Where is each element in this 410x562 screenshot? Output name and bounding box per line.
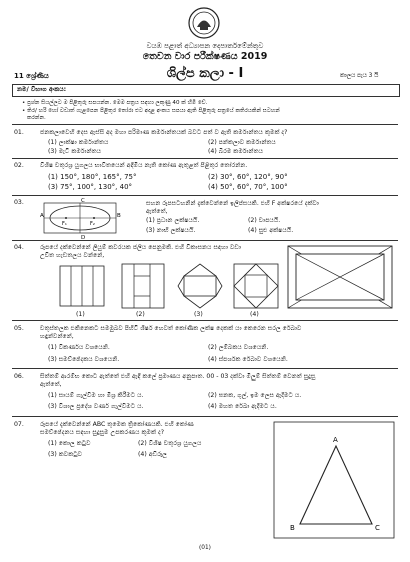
fig7-label-a: A: [333, 436, 338, 444]
q2-option-3[interactable]: (3) 75°, 100°, 130°, 40°: [48, 183, 133, 191]
q5-option-4[interactable]: (4) ස්පර්ශක රේඛාව වශයෙනි.: [208, 356, 288, 363]
q1-option-3[interactable]: (3) මැටි කර්මාන්තය: [48, 148, 102, 155]
question-3-text-1: සහන රූපසටහනින් දැක්වෙන්නේ ඉලිප්සයකි. එහි F අක්ෂරයේ දක්වා: [146, 200, 319, 207]
q7-option-4[interactable]: (4) අඩිරූල: [138, 451, 168, 458]
instruction-2: • තිර/ හරි හෝ වඩාත් ගැළපෙන පිළිතුර තෝරා එට අදාළ අංකය සපයා ඇති පිළිතුරු පත්‍රයේ කතිරයකින් සටහන්: [22, 108, 280, 114]
q3-option-2[interactable]: (2) චාපයයි.: [248, 217, 281, 224]
q6-option-2[interactable]: (2) ඝනක, ගුල්, ඉම ලෙස ඇදීමට ය.: [208, 392, 302, 399]
ellipse-figure: [40, 198, 122, 240]
question-5-text-2: හඳුන්වන්නේ,: [40, 333, 74, 340]
exam-title-row: [0, 51, 410, 62]
q4-option-4-shape[interactable]: [232, 262, 280, 310]
q7-option-3[interactable]: (3) කවකටුව: [48, 451, 83, 458]
q5-option-3[interactable]: (3) සමච්ඡේදකය වශයෙනි.: [48, 356, 120, 363]
fig3-label-c: C: [81, 198, 85, 204]
fig7-label-c: C: [375, 524, 380, 532]
question-7-text-1: රූපයේ දැක්වෙන්නේ ABC තුමෙක ත්‍රිකෝණයකි. එහි කෝණ: [40, 421, 194, 428]
q2-option-2[interactable]: (2) 30°, 60°, 120°, 90°: [208, 173, 288, 181]
fig3-label-b: B: [117, 213, 121, 219]
page-number: (01): [199, 545, 211, 551]
question-4-text-1: රූපයේ දක්වෙන්නේ ලියුම් කවරයක ජලිය පෙනුමකි. එහි විකාසනය සඳහා වඩා: [40, 244, 242, 251]
q6-divider: [12, 416, 398, 417]
q5-divider: [12, 368, 398, 369]
q2-divider: [12, 195, 398, 196]
q4-option-3-shape[interactable]: [176, 262, 224, 310]
q6-option-4[interactable]: (4) මහත රේඛා ඇදීමට ය.: [208, 403, 277, 410]
question-5-number: 05.: [14, 325, 24, 332]
q1-divider: [12, 158, 398, 159]
question-2-text: විශිෂ චතුරශ්‍ර යුගලය භාවිතයෙන් අඳිමිය නැති කෝණ ඇතුළත් පිළිතුර තෝරන්න.: [40, 162, 248, 169]
q7-option-1[interactable]: (1) කොල කටුව: [48, 440, 91, 447]
q1-option-4[interactable]: (4) බිරම කර්මාන්තය: [208, 148, 264, 155]
q5-option-2[interactable]: (2) ලම්බකය වශයෙනි.: [208, 344, 269, 351]
fig3-label-a: A: [40, 213, 44, 219]
q4-option-4-label: (4): [250, 311, 259, 318]
q2-option-4[interactable]: (4) 50°, 60°, 70°, 100°: [208, 183, 288, 191]
question-1-number: 01.: [14, 129, 24, 136]
q2-option-1[interactable]: (1) 150°, 180°, 165°, 75°: [48, 173, 137, 181]
instruction-divider: [12, 124, 398, 125]
instruction-3: කරන්න.: [27, 115, 46, 121]
q4-option-1-label: (1): [76, 311, 85, 318]
question-6-text-2: ඇත්තේ,: [40, 381, 62, 388]
duration-label: කාලය පැය 3 යි: [340, 73, 379, 79]
fig3-label-d: D: [81, 235, 86, 240]
question-6-text-1: සිත්තම් ආරම්භ කොට ඇත්තේ එහි ඇඳි කලේ ප්‍රමාණය අනුපාත. 00 - 03 දක්වා මිලුම් සිත්තම් වෙනත් සුදුසු: [40, 373, 316, 380]
q6-option-1[interactable]: (1) සායම් ගැල්වීම හා මිශ්‍ර කිරීමට ය.: [48, 392, 144, 399]
q7-option-2[interactable]: (2) විශිෂ චතුරශ්‍ර යුගලය: [138, 440, 202, 447]
exam-year: 2019: [240, 51, 268, 62]
q1-option-1[interactable]: (1) ලාක්ෂා කර්මාන්තය: [48, 139, 109, 146]
q4-option-3-label: (3): [194, 311, 203, 318]
question-5-text-1: චතුස්තලක එකිනෙකට සමමුඛව පිහිටි ශීර්ෂ හෙවත් කෝණික ලක්ෂ දෙකක් යා කෙරෙන සරල රේඛාව: [40, 325, 302, 332]
q6-option-3[interactable]: (3) විශාල ප්‍රදේශ වර්ණ ගැල්වීමට ය.: [48, 403, 144, 410]
emblem-icon: [188, 6, 220, 40]
q3-divider: [12, 240, 398, 241]
subject-title: ශිල්ප කලා - I: [166, 66, 244, 81]
question-6-number: 06.: [14, 373, 24, 380]
fig7-label-b: B: [290, 524, 295, 532]
question-4-text-2: උචිත හැඩතලය වන්නේ,: [40, 252, 105, 259]
q3-option-4[interactable]: (4) සුළු අක්ෂයයි.: [248, 227, 294, 234]
q4-option-2-shape[interactable]: [120, 262, 166, 310]
q3-option-1[interactable]: (1) ප්‍රධාන ලක්ෂයයි.: [146, 217, 200, 224]
q4-divider: [12, 320, 398, 321]
triangle-figure: [272, 420, 396, 540]
question-3-number: 03.: [14, 199, 24, 206]
q3-option-3[interactable]: (3) නාභි ලක්ෂයයි.: [146, 227, 196, 234]
q5-option-1[interactable]: (1) විකර්ණය වශයෙනි.: [48, 344, 110, 351]
question-2-number: 02.: [14, 162, 24, 169]
question-3-text-2: ඇත්තේ,: [146, 208, 168, 215]
q4-option-2-label: (2): [136, 311, 145, 318]
fig3-label-f1: F₁: [62, 221, 67, 227]
fig3-label-f2: F₂: [90, 221, 95, 227]
question-1-text: ජනකලාවෙහි දෙස ඇස්සි අද මහා පරිමාණ කර්මාන්තයක් බවට පත් ව ඇති කර්මාන්තය කුමක් ද?: [40, 129, 288, 136]
question-7-text-2: සමච්ඡේදනය සඳහා සුදුසුම උපකරණය කුමක් ද?: [40, 429, 165, 436]
q1-option-2[interactable]: (2) පන්කලාව කර්මාන්තය: [208, 139, 276, 146]
name-box[interactable]: [12, 84, 400, 97]
q4-option-1-shape[interactable]: [58, 264, 106, 308]
instruction-1: • ප්‍රශ්න සියල්ලට ම පිළිතුරු සපයන්න. මෙම පත්‍රය සඳහා ලකුණු 40 ක් හිමි වේ.: [22, 100, 208, 106]
grade-label: 11 ශ්‍රේණිය: [14, 72, 49, 80]
question-7-number: 07.: [14, 421, 24, 428]
question-4-number: 04.: [14, 244, 24, 251]
exam-title: තෙවන වාර පරීක්ෂණය: [142, 51, 238, 62]
name-label: නම/ විභාග අංකය:: [17, 86, 67, 93]
department-name: වයඹ පළාත් අධ්‍යාපන දෙපාර්තමේන්තුව: [146, 42, 264, 50]
envelope-figure: [286, 244, 394, 310]
